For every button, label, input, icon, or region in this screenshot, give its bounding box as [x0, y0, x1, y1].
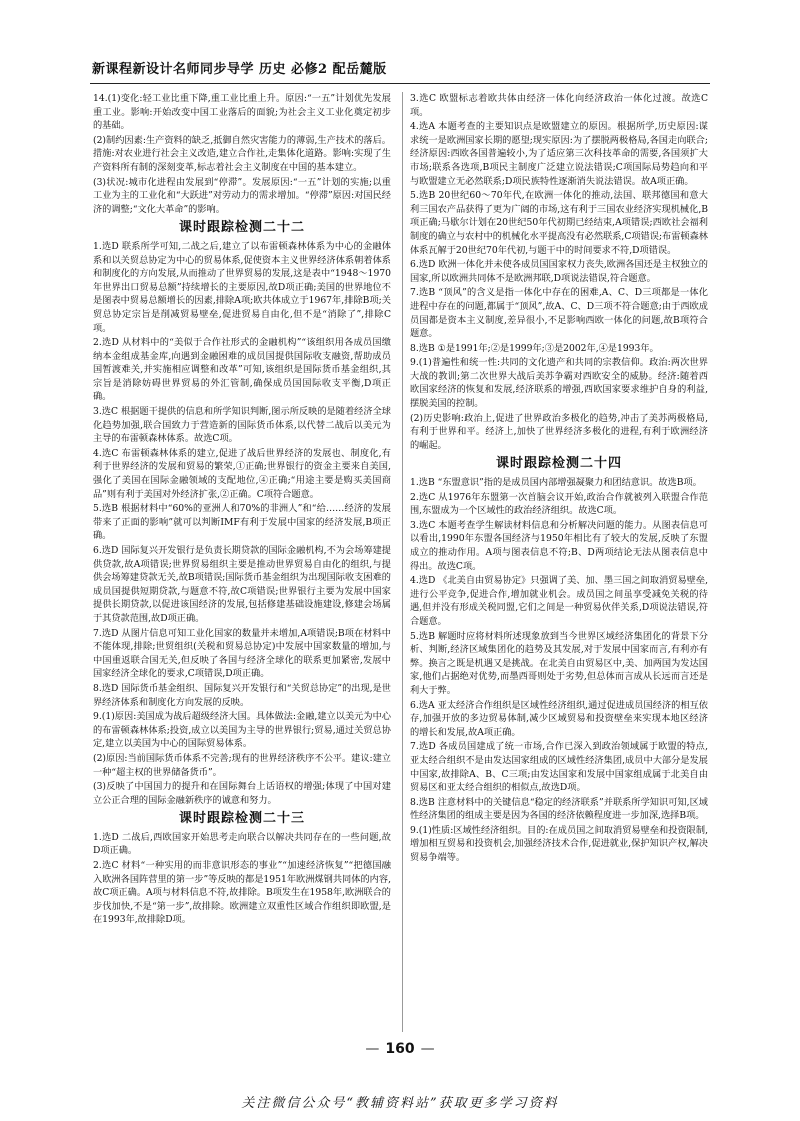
answer-item: 1.选D 联系所学可知,二战之后,建立了以布雷顿森林体系为中心的金融体系和以关贸总协定为中心的贸易体系,促使资本主义世界经济体系朝着体系和制度化的方向发展,从而推动了世界贸易的发展,这是表中“1948～1970年世界出口贸易总额”持续增长的主要原因,故D项正确;美国的世界地位不是图表中贸易总额增长的因素,排除A项;欧共体成立于1967年,排除B项;关贸总协定宗旨是削减贸易壁垒,促进贸易自由化,但不是“消除了”,排除C项。	[93, 240, 391, 334]
answer-item: 3.选C 根据题干提供的信息和所学知识判断,图示所反映的是随着经济全球化趋势加强,联合国致力于营造新的国际货币体系,以代替二战后以美元为主导的布雷顿森林体系。故选C项。	[93, 406, 391, 445]
section-heading: 课时跟踪检测二十三	[178, 811, 305, 827]
answer-item: 5.选B 根据材料中“60%的亚洲人和70%的非洲人”和“给……经济的发展带来了正面的影响”就可以判断IMF有利于发展中国家的经济发展,B项正确。	[93, 503, 391, 542]
answer-item: (2)原因:当前国际货币体系不完善;现有的世界经济秩序不公平。建议:建立一种“超主权的世界储备货币”。	[93, 752, 391, 778]
section-heading: 课时跟踪检测二十二	[178, 220, 305, 236]
answer-item: 5.选B 解题时应将材料所述现象放到当今世界区域经济集团化的背景下分析、判断,经济区域集团化的趋势及其发展,对于发展中国家而言,有利亦有弊。换言之既是机遇又是挑战。在北美自由贸易区中,美、加两国为发达国家,他们占据绝对优势,而墨西哥则处于劣势,但总体而言成从长远而言还是利大于弊。	[410, 630, 708, 696]
answer-item: 14.(1)变化:轻工业比重下降,重工业比重上升。原因:“一五”计划优先发展重工业。影响:开始改变中国工业落后的面貌;为社会主义工业化奠定初步的基础。	[93, 93, 391, 132]
answer-item: 3.选C 欧盟标志着欧共体由经济一体化向经济政治一体化过渡。故选C项。	[410, 93, 708, 118]
page-number-value: 160	[385, 1041, 415, 1057]
answer-item: (3)状况:城市化进程由发展到“停滞”。发展原因:“一五”计划的实施;以重工业为主的工业化和“大跃进”对劳动力的需求增加。“停滞”原因:对国民经济的调整;“文化大革命”的影响。	[93, 176, 391, 215]
left-column	[93, 92, 391, 928]
footer-note: 关注微信公众号“教辅资料站”获取更多学习资料	[241, 1096, 559, 1111]
answer-item: 5.选B 20世纪60～70年代,在欧洲一体化的推动,法国、联邦德国和意大利三国农产品获得了更为广阔的市场,这有利于三国农业经济实现机械化,B项正确;马歇尔计划在20世纪50年代初期已经结束,A项错误;西欧社会福利制度的确立与农村中的机械化水平提高没有必然联系,C项错误;布雷顿森林体系瓦解于20世纪70年代初,与题干中的时间要求不符,D项错误。	[410, 190, 708, 256]
answer-item: 9.(1)性质:区域性经济组织。目的:在成员国之间取消贸易壁垒和投资限制,增加相互贸易和投资机会,加强经济技术合作,促进就业,保护知识产权,解决贸易争端等。	[410, 824, 708, 864]
answer-item: 7.选D 从图片信息可知工业化国家的数量并未增加,A项错误;B项在材料中不能体现,排除;世贸组织(关税和贸易总协定)中发展中国家数量的增加,与中国重返联合国无关,但反映了各国与经济全球化的联系更加紧密,发展中国家经济全球化的要求,C项错误,D项正确。	[93, 627, 391, 680]
answer-item: 9.(1)原因:美国成为战后超级经济大国。具体做法:金融,建立以美元为中心的布雷顿森林体系;投资,成立以美国为主导的世界银行;贸易,通过关贸总协定,建立以美国为中心的国际贸易体系。	[93, 711, 391, 750]
answer-item: 7.选D 各成员国建成了统一市场,合作已深入到政治领域属于欧盟的特点,亚太经合组织不是由发达国家组成的区域性经济集团,成员中大部分是发展中国家,故排除A、B、C三项;由发达国家和发展中国家组成属于北美自由贸易区和亚太经合组织的相似点,故选D项。	[410, 741, 708, 794]
answer-item: 8.选B 注意材料中的关键信息“稳定的经济联系”并联系所学知识可知,区域性经济集团的组成主要是因为各国的经济依赖程度进一步加深,选择B项。	[410, 796, 708, 822]
page-number: — 160 —	[365, 1041, 435, 1057]
answer-item: 3.选C 本题考查学生解读材料信息和分析解决问题的能力。从图表信息可以看出,1990年东盟各国经济与1950年相比有了较大的发展,反映了东盟成立的推动作用。A项与图表信息不符;B、D两项结论无法从图表信息中得出。故选C项。	[410, 519, 708, 572]
answer-item: 9.(1)普遍性和统一性:共同的文化遗产和共同的宗教信仰。政治:两次世界大战的教训;第二次世界大战后美苏争霸对西欧安全的威胁。经济:随着西欧国家经济的恢复和发展,经济联系的增强,西欧国家要求维护自身的利益,摆脱美国的控制。	[410, 357, 708, 410]
page-header: 新课程新设计名师同步导学 历史 必修2 配岳麓版	[92, 62, 387, 77]
answer-item: 4.选D 《北美自由贸易协定》只强调了美、加、墨三国之间取消贸易壁垒,进行公平竞争,促进合作,增加就业机会。成员国之间虽享受减免关税的待遇,但并没有形成关税同盟,它们之间是一种贸易伙伴关系,D项说法错误,符合题意。	[410, 575, 708, 627]
right-column	[410, 92, 708, 866]
answer-item: 7.选B “顶风”的含义是指一体化中存在的困难,A、C、D三项都是一体化进程中存在的问题,都属于“顶风”,故A、C、D三项不符合题意;由于西欧成员国都是资本主义制度,差异很小,不足影响西欧一体化的问题,故B项符合题意。	[410, 287, 708, 340]
answer-item: 6.选D 国际复兴开发银行是负责长期贷款的国际金融机构,不为会场筹建提供贷款,故A项错误;世界贸易组织主要是推动世界贸易自由化的组织,与提供会场筹建贷款无关,故B项错误;国际货币基金组织为出现国际收支困难的成员国提供短期贷款,与题意不符,故C项错误;世界银行主要为发展中国家提供长期贷款,以促进该国经济的发展,包括修建基础设施建设,修建会场属于其贷款范围,故D项正确。	[93, 545, 391, 624]
answer-item: (2)历史影响:政治上,促进了世界政治多极化的趋势,冲击了美苏两极格局,有利于世界和平。经济上,加快了世界经济多极化的进程,有利于欧洲经济的崛起。	[410, 412, 708, 451]
answer-item: 2.选C 从1976年东盟第一次首脑会议开始,政治合作就被列入联盟合作范围,东盟成为一个区域性的政治经济组织。故选C项。	[410, 491, 708, 517]
answer-item: 4.选C 布雷顿森林体系的建立,促进了战后世界经济的发展也、制度化,有利于世界经济的发展和贸易的繁荣,①正确;世界银行的资金主要来自美国,强化了美国在国际金融领域的支配地位,④正确;“用途主要是购买美国商品”则有利于美国对外经济扩张,②正确。C项符合题意。	[93, 447, 391, 500]
answer-item: 2.选D 从材料中的“美似于合作社形式的金融机构”“该组织用各成员国缴纳本金组成基金库,向遇到金融困难的成员国提供国际收支融资,帮助成员国暂渡难关,并实施相应调整和改革”可知,该组织是国际货币基金组织,其宗旨是消除妨碍世界贸易的外汇管制,确保成员国国际收支平衡,D项正确。	[93, 337, 391, 403]
section-heading: 课时跟踪检测二十四	[495, 456, 622, 472]
answer-item: (2)制约因素:生产资料的缺乏,抵御自然灾害能力的薄弱,生产技术的落后。措施:对农业进行社会主义改造,建立合作社,走集体化道路。影响:实现了生产资料所有制的深刻变革,标志着社会主义制度在中国的基本建立。	[93, 134, 391, 173]
answer-item: 2.选C 材料“一种实用的而非意识形态的事业”“加速经济恢复”“把德国融入欧洲各国阵营里的第一步”等反映的都是1951年欧洲煤钢共同体的内容,故C项正确。A项与材料信息不符,故排除。B项发生在1958年,欧洲联合的步伐加快,不是“第一步”,故排除。欧洲建立双重性区域合作组织即欧盟,是在1993年,故排除D项。	[93, 860, 391, 926]
column-divider	[402, 92, 403, 1032]
answer-item: 1.选D 二战后,西欧国家开始思考走向联合以解决共同存在的一些问题,故D项正确。	[93, 831, 391, 857]
answer-item: 1.选B “东盟意识”指的是成员国内部增强凝聚力和团结意识。故选B项。	[410, 477, 702, 489]
answer-item: 8.选D 国际货币基金组织、国际复兴开发银行和“关贸总协定”的出现,是世界经济体系和制度化方向发展的反映。	[93, 682, 391, 708]
answer-item: 6.选A 亚太经济合作组织是区域性经济组织,通过促进成员国经济的相互依存,加强开放的多边贸易体制,减少区域贸易和投资壁垒来实现本地区经济的增长和发展,故A项正确。	[410, 699, 708, 738]
header-rule	[90, 83, 710, 84]
answer-item: 6.选D 欧洲一体化并未使各成员国国家权力丧失,欧洲各国还是主权独立的国家,所以欧洲共同体不是欧洲邦联,D项说法错误,符合题意。	[410, 259, 708, 284]
answer-item: 4.选A 本题考查的主要知识点是欧盟建立的原因。根据所学,历史原因:谋求统一是欧洲国家长期的愿望;现实原因:为了摆脱两极格局,各国走向联合;经济原因:西欧各国普遍较小,为了适应第三次科技革命的需要,各国须扩大市场;联系各选项,B项民主制度广泛建立说法错误;C项国际局势趋向和平与欧盟建立无必然联系;D项民族特性逐渐消失说法错误。故A项正确。	[410, 121, 708, 187]
answer-item: 8.选B ①是1991年;②是1999年;③是2002年,④是1993年。	[410, 342, 659, 354]
answer-item: (3)反映了中国国力的提升和在国际舞台上话语权的增强;体现了中国对建立公正合理的国际金融新秩序的诚意和努力。	[93, 781, 391, 806]
